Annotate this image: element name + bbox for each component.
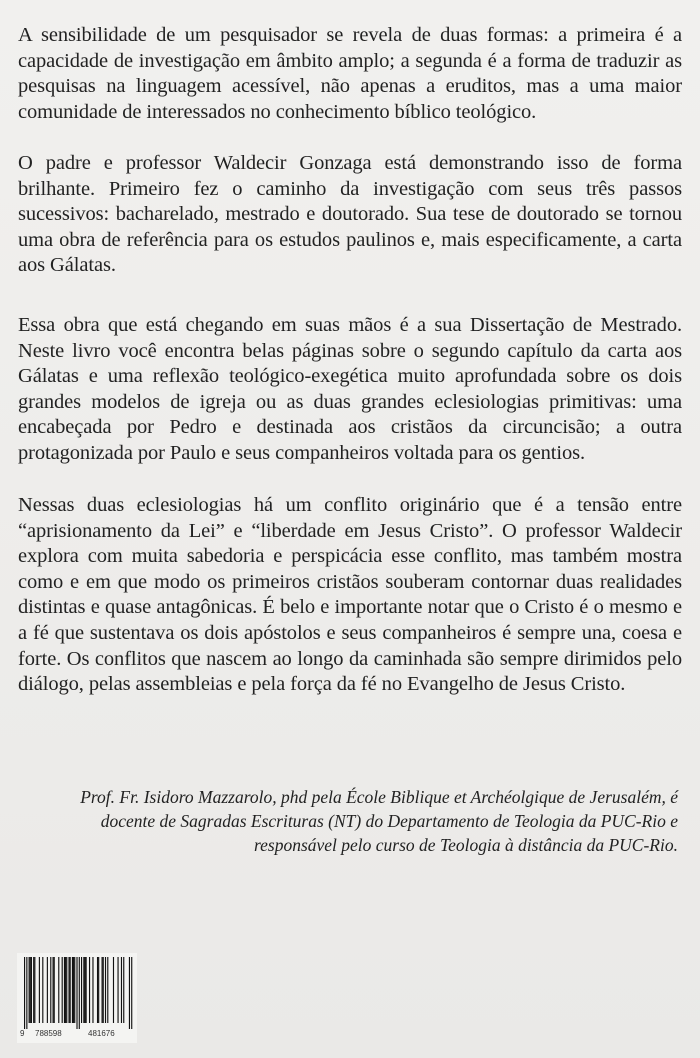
paragraph-1: [18, 23, 682, 125]
barcode-bar: [123, 957, 124, 1023]
barcode-bar: [131, 957, 132, 1029]
barcode-bar: [107, 957, 108, 1023]
barcode-bar: [68, 957, 69, 1023]
barcode-bar: [72, 957, 73, 1023]
barcode-bar: [117, 957, 118, 1023]
barcode-bar: [121, 957, 122, 1023]
barcode-bars: [17, 957, 137, 1029]
barcode-bar: [30, 957, 31, 1023]
barcode-bar: [24, 957, 25, 1029]
barcode-bar: [39, 957, 40, 1023]
barcode-bar: [81, 957, 82, 1023]
barcode-bar: [47, 957, 48, 1023]
barcode-bar: [64, 957, 65, 1023]
barcode-right-group: 481676: [88, 1029, 115, 1038]
barcode-first-digit: 9: [20, 1029, 25, 1038]
signature-line-2: docente de Sagradas Escrituras (NT) do Departamento de Teologia da PUC-Rio e: [100, 811, 678, 831]
barcode-left-group: 788598: [35, 1029, 62, 1038]
barcode-bar: [74, 957, 75, 1023]
barcode-bar: [29, 957, 30, 1023]
barcode-bar: [97, 957, 98, 1023]
paragraph-3-text: Essa obra que está chegando em suas mãos é a sua Dissertação de Mestrado. Neste livro você encontra belas páginas sobre o segundo capítulo da carta aos Gálatas e uma reflexão teológico-exegética muito aprofundada sobre os dois grandes modelos de igreja ou as duas grandes eclesiologias primitivas: uma encabeçada por Pedro e destinada aos cristãos da circuncisão; a outra protagonizada por Paulo e seus companheiros voltada para os gentios.: [18, 314, 682, 464]
barcode-bar: [33, 957, 34, 1023]
barcode-bar: [73, 957, 74, 1023]
signature-line-1: Prof. Fr. Isidoro Mazzarolo, phd pela École Biblique et Archéolgique de Jerusalém, é: [80, 787, 678, 807]
paragraph-2-text: O padre e professor Waldecir Gonzaga está demonstrando isso de forma brilhante. Primeiro fez o caminho da investigação com seus três passos sucessivos: bacharelado, mestrado e doutorado. Sua tese de doutorado se tornou uma obra de referência para os estudos paulinos e, mais especificamente, a carta aos Gálatas.: [18, 152, 682, 277]
barcode-bar: [98, 957, 99, 1023]
barcode-bar: [102, 957, 103, 1023]
barcode-bar: [113, 957, 114, 1023]
paragraph-4: [18, 493, 682, 698]
barcode-bar: [34, 957, 35, 1023]
barcode-bar: [54, 957, 55, 1023]
barcode-bar: [58, 957, 59, 1023]
barcode-bar: [89, 957, 90, 1023]
barcode-bar: [76, 957, 77, 1029]
barcode-bar: [83, 957, 84, 1023]
signature-line-3: responsável pelo curso de Teologia à distância da PUC-Rio.: [253, 835, 678, 855]
barcode-bar: [62, 957, 63, 1023]
barcode-bar: [42, 957, 43, 1023]
barcode-bar: [129, 957, 130, 1029]
barcode-bar: [70, 957, 71, 1023]
barcode-bar: [66, 957, 67, 1023]
barcode-bar: [92, 957, 93, 1023]
barcode-bar: [84, 957, 85, 1023]
barcode-bar: [79, 957, 80, 1029]
barcode-bar: [65, 957, 66, 1023]
barcode-bar: [31, 957, 32, 1023]
barcode-bar: [26, 957, 27, 1029]
paragraph-2: [18, 151, 682, 279]
barcode-bar: [103, 957, 104, 1023]
paragraph-3: [18, 313, 682, 467]
barcode-bar: [105, 957, 106, 1023]
author-signature: [38, 785, 678, 857]
paragraph-4-text: Nessas duas eclesiologias há um conflito originário que é a tensão entre “aprisionamento da Lei” e “liberdade em Jesus Cristo”. O professor Waldecir explora com muita sabedoria e perspicácia esse conflito, mas também mostra como e em que modo os primeiros cristãos souberam contornar duas realidades distintas e quase antagônicas. É belo e importante notar que o Cristo é o mesmo e a fé que sustentava os dois apóstolos e seus companheiros é sempre una, coesa e forte. Os conflitos que nascem ao longo da caminhada são sempre dirimidos pelo diálogo, pelas assembleias e pela força da fé no Evangelho de Jesus Cristo.: [18, 494, 682, 696]
paragraph-1-text: A sensibilidade de um pesquisador se revela de duas formas: a primeira é a capacidade de investigação em âmbito amplo; a segunda é a forma de traduzir as pesquisas na linguagem acessível, não apenas a eruditos, mas a uma maior comunidade de interessados no conhecimento bíblico teológico.: [18, 24, 682, 123]
barcode-bar: [50, 957, 51, 1023]
barcode-bar: [86, 957, 87, 1023]
isbn-barcode: [17, 953, 137, 1043]
barcode-bar: [53, 957, 54, 1023]
